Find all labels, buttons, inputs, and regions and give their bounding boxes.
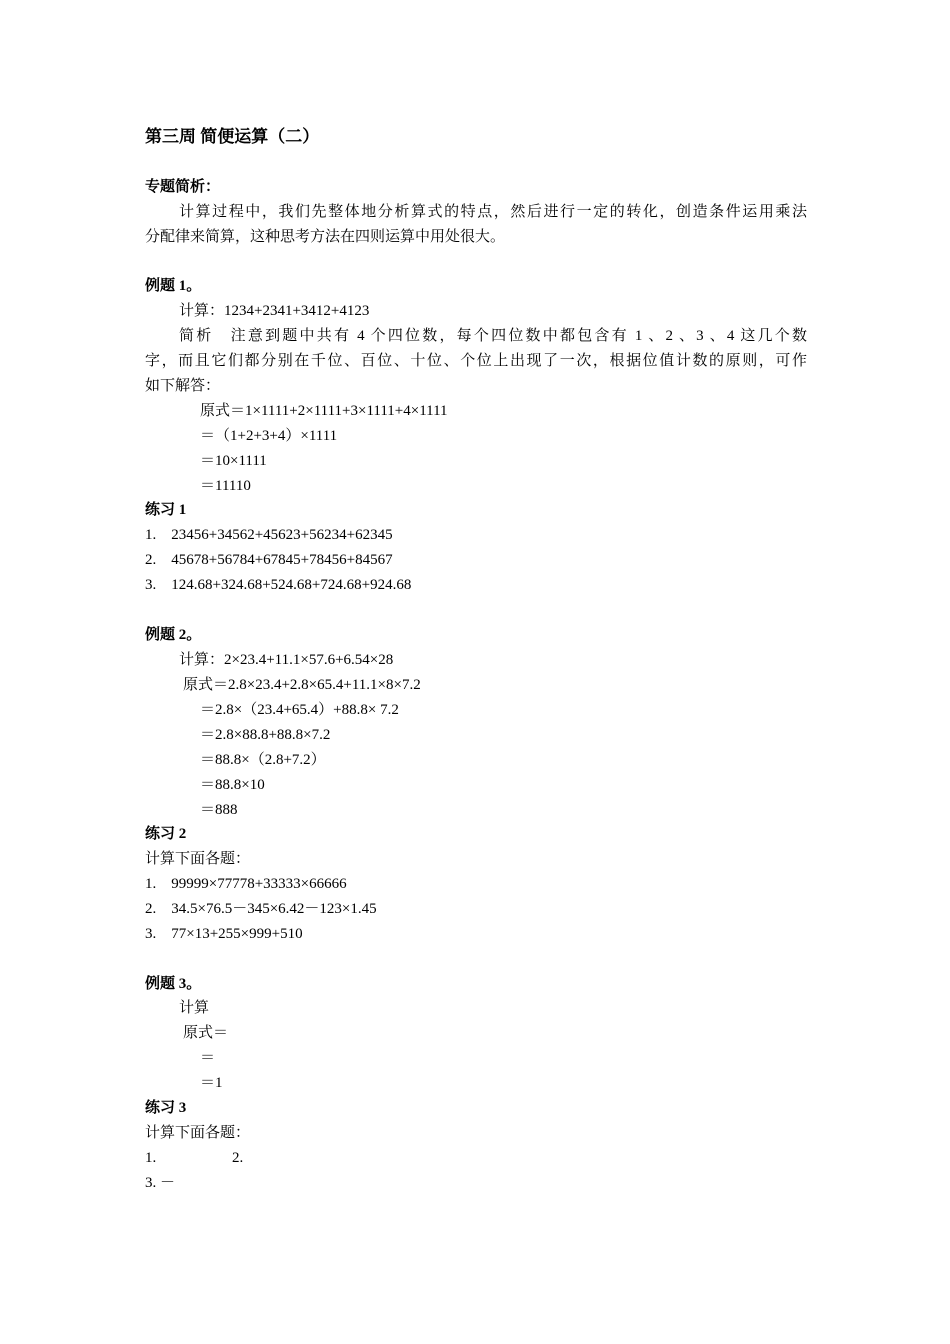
example-1-step: ＝10×1111	[200, 453, 267, 469]
practice-2-item: 2. 34.5×76.5－345×6.42－123×1.45	[145, 901, 377, 917]
practice-1-heading: 练习 1	[145, 502, 187, 518]
example-2-step: ＝2.8×88.8+88.8×7.2	[200, 727, 331, 743]
example-1-step: ＝11110	[200, 478, 251, 494]
example-2-problem: 计算：2×23.4+11.1×57.6+6.54×28	[179, 652, 394, 668]
example-1-analysis-line-3: 如下解答：	[145, 378, 221, 394]
practice-1-item: 1. 23456+34562+45623+56234+62345	[145, 527, 393, 543]
practice-3-item-3: 3. －	[145, 1175, 176, 1191]
intro-text-line-2: 分配律来简算，这种思考方法在四则运算中用处很大。	[145, 229, 506, 245]
practice-1-item: 2. 45678+56784+67845+78456+84567	[145, 552, 393, 568]
example-1-analysis-line-1: 简析 注意到题中共有 4 个四位数，每个四位数中都包含有 1 、2 、3 、4 这几个数	[179, 328, 807, 344]
example-2-step: ＝888	[200, 802, 238, 818]
practice-3-instruction: 计算下面各题：	[145, 1125, 251, 1141]
example-1-step: 原式＝1×1111+2×1111+3×1111+4×1111	[200, 403, 448, 419]
example-3-step: 原式＝	[183, 1025, 229, 1041]
example-1-heading: 例题 1。	[145, 278, 202, 294]
example-1-analysis-line-2: 字，而且它们都分别在千位、百位、十位、个位上出现了一次，根据位值计数的原则，可作	[145, 353, 807, 369]
example-2-heading: 例题 2。	[145, 627, 202, 643]
intro-text-line-1: 计算过程中，我们先整体地分析算式的特点，然后进行一定的转化，创造条件运用乘法	[179, 204, 807, 220]
example-3-problem: 计算	[179, 1000, 210, 1016]
example-2-step: ＝2.8×（23.4+65.4）+88.8× 7.2	[200, 702, 399, 718]
practice-1-item: 3. 124.68+324.68+524.68+724.68+924.68	[145, 577, 412, 593]
practice-2-instruction: 计算下面各题：	[145, 851, 251, 867]
example-3-heading: 例题 3。	[145, 976, 202, 992]
page-title: 第三周 简便运算（二）	[145, 127, 320, 146]
practice-3-item-1: 1.	[145, 1150, 157, 1166]
practice-3-item-2: 2.	[232, 1150, 244, 1166]
example-1-problem: 计算：1234+2341+3412+4123	[179, 303, 370, 319]
example-3-step: ＝1	[200, 1075, 223, 1091]
practice-3-heading: 练习 3	[145, 1100, 187, 1116]
example-2-step: 原式＝2.8×23.4+2.8×65.4+11.1×8×7.2	[183, 677, 421, 693]
practice-2-item: 1. 99999×77778+33333×66666	[145, 876, 347, 892]
practice-2-item: 3. 77×13+255×999+510	[145, 926, 303, 942]
example-2-step: ＝88.8×（2.8+7.2）	[200, 752, 326, 768]
intro-heading: 专题简析：	[145, 179, 221, 195]
example-3-step: ＝	[200, 1050, 216, 1066]
example-1-step: ＝（1+2+3+4）×1111	[200, 428, 338, 444]
practice-2-heading: 练习 2	[145, 826, 187, 842]
example-2-step: ＝88.8×10	[200, 777, 265, 793]
